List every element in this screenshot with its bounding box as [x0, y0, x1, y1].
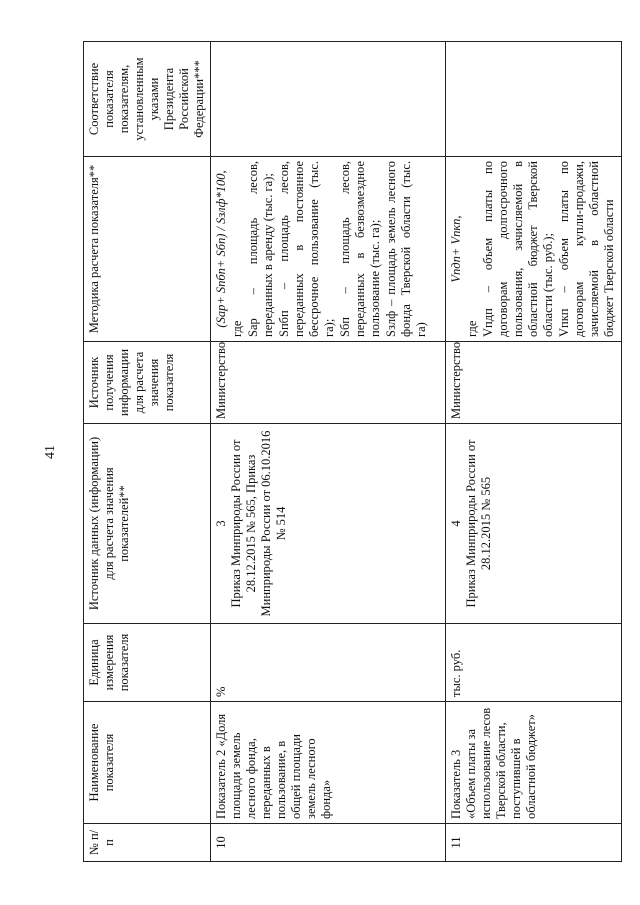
- row-method: [211, 157, 446, 342]
- method-term: Vпдп – объем платы по договорам долгосрочного пользования, зачисляемой в областной бюджет Тверской области (тыс. руб.);: [481, 161, 555, 337]
- source-data-number: 3: [214, 520, 228, 527]
- rotated-table-container: [83, 42, 616, 862]
- row-name: Показатель 2 «Доля площади земель лесного фонда, переданных в пользование, в общей площади земель лесного фонда»: [211, 702, 446, 824]
- header-row: [84, 42, 211, 862]
- row-compliance: [446, 42, 622, 157]
- row-num: 10: [211, 824, 446, 862]
- row-source-info: Министерство: [446, 342, 622, 424]
- table-row: [211, 42, 446, 862]
- row-source-data: [446, 424, 622, 624]
- header-unit: Единица измерения показателя: [84, 624, 211, 702]
- header-method: Методика расчета показателя**: [84, 157, 211, 342]
- row-compliance: [211, 42, 446, 157]
- indicators-table: [83, 41, 622, 862]
- source-data-number: 4: [449, 520, 463, 527]
- source-data-text: Приказ Минприроды России от 28.12.2015 № 565: [464, 439, 493, 608]
- method-formula: Vпдп+ Vпкп,: [449, 215, 463, 283]
- row-source-data: [211, 424, 446, 624]
- row-source-info: Министерство: [211, 342, 446, 424]
- row-name: Показатель 3 «Объем платы за использование лесов Тверской области, поступившей в областной бюджет»: [446, 702, 622, 824]
- header-compliance: Соответствие показателя показателям, установленным указами Президента Российской Федерации***: [84, 42, 211, 157]
- row-method: [446, 157, 622, 342]
- method-term: Sзлф – площадь земель лесного фонда Тверской области (тыс. га): [384, 161, 428, 337]
- header-source-info: Источник получения информации для расчета значения показателя: [84, 342, 211, 424]
- row-unit: %: [211, 624, 446, 702]
- row-num: 11: [446, 824, 622, 862]
- method-where: где: [230, 320, 244, 337]
- method-term: Sпбп – площадь лесов, переданных в постоянное бессрочное пользование (тыс. га);: [277, 161, 336, 337]
- header-num: № п/п: [84, 824, 211, 862]
- header-name: Наименование показателя: [84, 702, 211, 824]
- method-term: Sар – площадь лесов, переданных в аренду (тыс. га);: [246, 161, 275, 337]
- method-term: Sбп – площадь лесов, переданных в безвозмездное пользование (тыс. га);: [338, 161, 382, 337]
- source-data-text: Приказ Минприроды России от 28.12.2015 № 565, Приказ Минприроды России от 06.10.2016 № 514: [229, 430, 288, 617]
- method-where: где: [465, 320, 479, 337]
- row-unit: тыс. руб.: [446, 624, 622, 702]
- method-formula: (Sар+ Sпбп+ Sбп) / Sзлф*100,: [214, 170, 228, 328]
- method-term: Vпкп – объем платы по договорам купли-продажи, зачисляемой в областной бюджет Тверской области: [557, 161, 616, 337]
- header-source-data: Источник данных (информации) для расчета значения показателей**: [84, 424, 211, 624]
- table-row: [446, 42, 622, 862]
- page-number: 41: [43, 445, 58, 459]
